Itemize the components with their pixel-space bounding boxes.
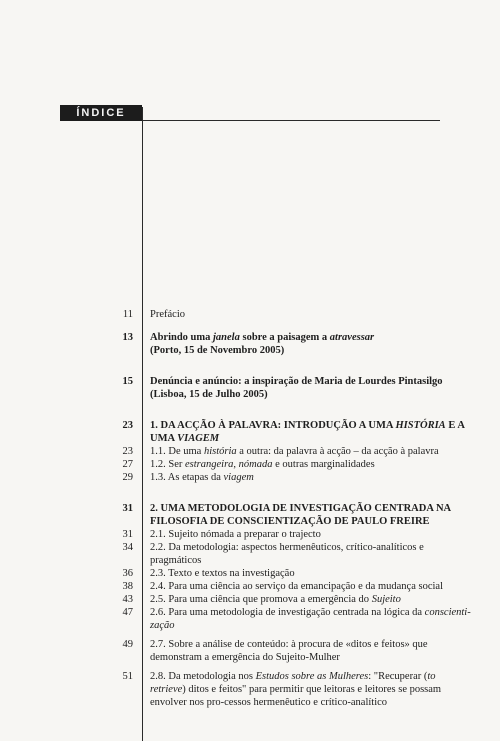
entry-title: 1.1. De uma história a outra: da palavra à acção – da acção à palavra <box>150 446 439 457</box>
entry-title: 2.2. Da metodologia: aspectos hermenêuticos, crítico-analíticos e pragmáticos <box>150 542 424 566</box>
entry-title: Prefácio <box>150 309 185 320</box>
toc-chapter-2[interactable] <box>0 502 500 528</box>
chapter-title: 1. DA ACÇÃO À PALAVRA: INTRODUÇÃO A UMA HISTÓRIA E A UMA VIAGEM <box>150 420 465 444</box>
entry-title: 2.6. Para uma metodologia de investigação centrada na lógica da conscienti-zação <box>150 607 471 631</box>
page-number: 29 <box>122 472 133 483</box>
page-number: 43 <box>122 594 133 605</box>
page-number: 49 <box>122 639 133 650</box>
toc-entry-2-7[interactable] <box>0 638 500 664</box>
toc-entry-abrindo[interactable] <box>0 331 500 357</box>
entry-title: Abrindo uma janela sobre a paisagem a atravessar (Porto, 15 de Novembro 2005) <box>150 332 375 356</box>
entry-title: 2.3. Texto e textos na investigação <box>150 568 295 579</box>
page-number: 51 <box>122 671 133 682</box>
entry-title: 2.1. Sujeito nómada a preparar o trajecto <box>150 529 321 540</box>
entry-title: 2.7. Sobre a análise de conteúdo: à procura de «ditos e feitos» que demonstram a emergência do Sujeito-Mulher <box>150 639 428 663</box>
page-number: 31 <box>122 503 133 514</box>
toc-chapter-1[interactable] <box>0 419 500 445</box>
page-number: 23 <box>122 446 133 457</box>
entry-title: 1.2. Ser estrangeira, nómada e outras marginalidades <box>150 459 375 470</box>
toc-entry-2-1[interactable] <box>0 528 500 541</box>
page-number: 36 <box>122 568 133 579</box>
page-number: 38 <box>122 581 133 592</box>
page-number: 34 <box>122 542 133 553</box>
page-title: ÍNDICE <box>76 107 126 119</box>
toc-entry-2-4[interactable] <box>0 580 500 593</box>
chapter-title: 2. UMA METODOLOGIA DE INVESTIGAÇÃO CENTRADA NA FILOSOFIA DE CONSCIENTIZAÇÃO DE PAULO FREIRE <box>150 503 451 527</box>
toc-entry-2-5[interactable] <box>0 593 500 606</box>
page-number: 23 <box>122 420 133 431</box>
toc-entry-denuncia[interactable] <box>0 375 500 401</box>
page-number: 13 <box>122 332 133 343</box>
entry-title: Denúncia e anúncio: a inspiração de Maria de Lourdes Pintasilgo (Lisboa, 15 de Julho 2005) <box>150 376 443 400</box>
toc-entry-2-3[interactable] <box>0 567 500 580</box>
toc-entry-prefacio[interactable] <box>0 308 500 321</box>
toc-entry-2-2[interactable] <box>0 541 500 567</box>
page-number: 27 <box>122 459 133 470</box>
entry-title: 1.3. As etapas da viagem <box>150 472 254 483</box>
toc-entry-2-8[interactable] <box>0 670 500 709</box>
toc-entry-2-6[interactable] <box>0 606 500 632</box>
table-of-contents <box>0 308 500 709</box>
entry-title: 2.5. Para uma ciência que promova a emergência do Sujeito <box>150 594 401 605</box>
page-number: 47 <box>122 607 133 618</box>
toc-entry-1-3[interactable] <box>0 471 500 484</box>
index-banner <box>60 105 142 121</box>
page-number: 31 <box>122 529 133 540</box>
toc-entry-1-1[interactable] <box>0 445 500 458</box>
entry-title: 2.4. Para uma ciência ao serviço da emancipação e da mudança social <box>150 581 443 592</box>
entry-title: 2.8. Da metodologia nos Estudos sobre as Mulheres: "Recuperar (to retrieve) ditos e feitos" para permitir que leitoras e leitores se possam envolver nos pro-cessos hermenêutico e crítico-analítico <box>150 671 442 708</box>
toc-entry-1-2[interactable] <box>0 458 500 471</box>
page-number: 11 <box>122 309 133 320</box>
page-number: 15 <box>122 376 133 387</box>
